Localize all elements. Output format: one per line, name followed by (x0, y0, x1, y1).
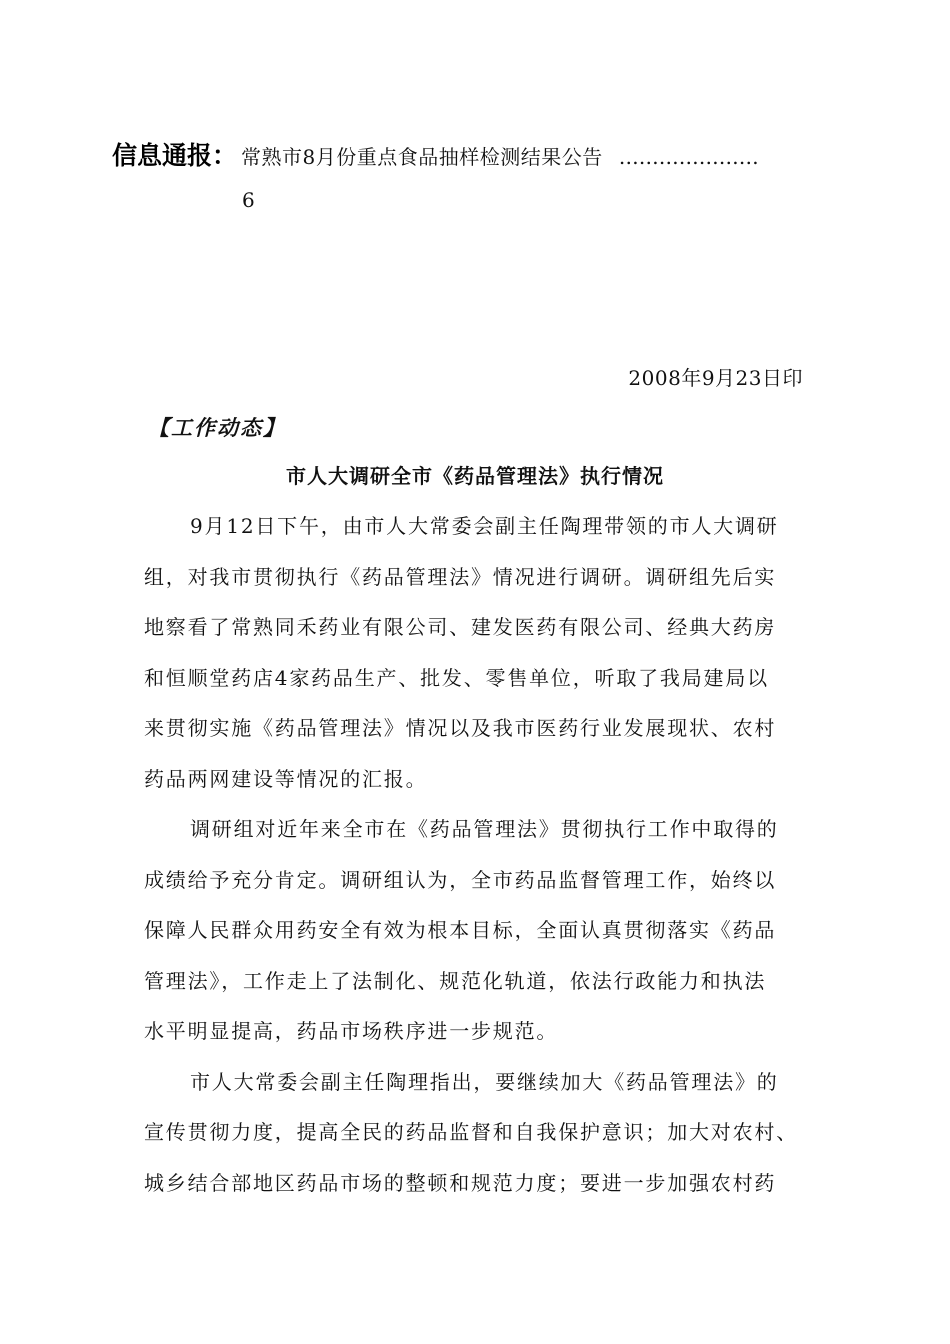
article-body (144, 508, 814, 1215)
paragraph-line: 组，对我市贯彻执行《药品管理法》情况进行调研。调研组先后实 (144, 564, 777, 589)
paragraph-line: 药品两网建设等情况的汇报。 (144, 766, 428, 791)
toc-label: 信息通报： (112, 141, 238, 170)
paragraph-line: 来贯彻实施《药品管理法》情况以及我市医药行业发展现状、农村 (144, 716, 777, 740)
paragraph-line: 地察看了常熟同禾药业有限公司、建发医药有限公司、经典大药房 (144, 615, 777, 639)
paragraph-line: 宣传贯彻力度，提高全民的药品监督和自我保护意识；加大对农村、 (144, 1120, 798, 1144)
paragraph-line: 管理法》，工作走上了法制化、规范化轨道，依法行政能力和执法 (144, 968, 767, 993)
toc-entry-title: 常熟市8月份重点食品抽样检测结果公告 (241, 145, 603, 169)
paragraph-line: 城乡结合部地区药品市场的整顿和规范力度；要进一步加强农村药 (144, 1170, 777, 1195)
toc-entry-line (112, 136, 832, 172)
paragraph-line: 9月12日下午，由市人大常委会副主任陶理带领的市人大调研 (190, 514, 779, 538)
paragraph-line: 成绩给予充分肯定。调研组认为，全市药品监督管理工作，始终以 (144, 867, 777, 892)
paragraph-line: 调研组对近年来全市在《药品管理法》贯彻执行工作中取得的 (190, 817, 779, 841)
paragraph-line: 市人大常委会副主任陶理指出，要继续加大《药品管理法》的 (190, 1069, 779, 1094)
toc-leader-dots: ………………… (618, 145, 759, 169)
paragraph-line: 保障人民群众用药安全有效为根本目标，全面认真贯彻落实《药品 (144, 918, 777, 942)
paragraph-line: 水平明显提高，药品市场秩序进一步规范。 (144, 1019, 559, 1043)
print-date: 2008年9月23日印 (628, 366, 803, 390)
toc-page-number: 6 (242, 188, 255, 212)
section-tag: 【工作动态】 (148, 415, 286, 440)
table-of-contents (112, 136, 832, 212)
paragraph-line: 和恒顺堂药店4家药品生产、批发、零售单位，听取了我局建局以 (144, 665, 769, 690)
article-title: 市人大调研全市《药品管理法》执行情况 (286, 464, 664, 488)
